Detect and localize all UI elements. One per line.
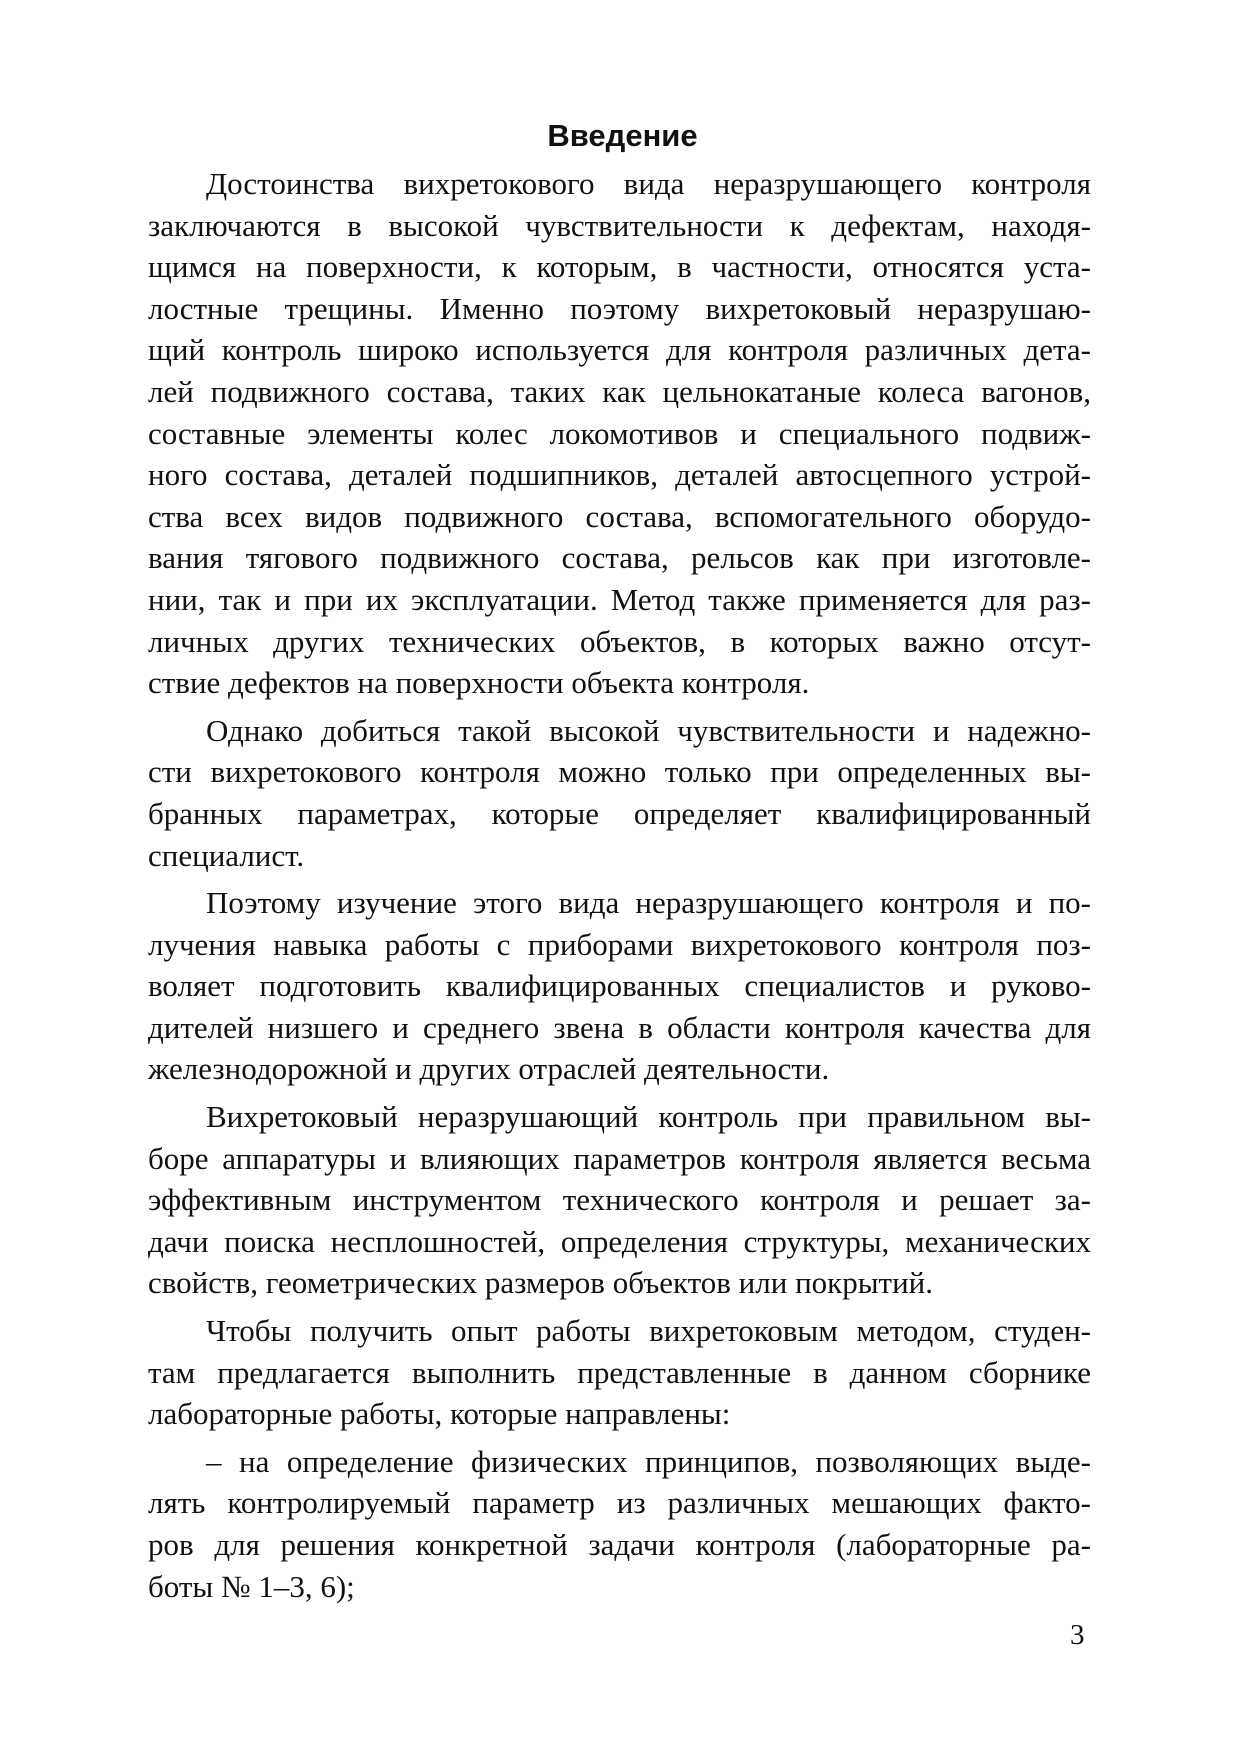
text-line: Вихретоковый неразрушающий контроль при правильном вы-: [206, 1099, 1091, 1135]
text-line: лучения навыка работы с приборами вихретокового контроля поз-: [148, 926, 1091, 962]
text-line: – на определение физических принципов, позволяющих выде-: [206, 1443, 1091, 1479]
text-line: боре аппаратуры и влияющих параметров контроля является весьма: [148, 1140, 1091, 1176]
text-line: лять контролируемый параметр из различных мешающих факто-: [148, 1485, 1091, 1521]
paragraph: [148, 1310, 1091, 1435]
text-line: дачи поиска несплошностей, определения структуры, механических: [148, 1223, 1091, 1259]
text-line: воляет подготовить квалифицированных специалистов и руково-: [148, 968, 1091, 1004]
paragraph: [148, 882, 1091, 1090]
text-line: лостные трещины. Именно поэтому вихретоковый неразрушаю-: [148, 290, 1091, 326]
text-line: нии, так и при их эксплуатации. Метод также применяется для раз-: [148, 581, 1091, 617]
section-title: Введение: [547, 118, 698, 153]
text-line: щий контроль широко используется для контроля различных дета-: [148, 332, 1091, 368]
text-line: сти вихретокового контроля можно только при определенных вы-: [148, 754, 1091, 790]
text-line: там предлагается выполнить представленные в данном сборнике: [148, 1354, 1091, 1390]
paragraph: [148, 1096, 1091, 1304]
text-line: личных других технических объектов, в которых важно отсут-: [148, 623, 1091, 659]
text-line: составные элементы колес локомотивов и специального подвиж-: [148, 415, 1091, 451]
text-line: Достоинства вихретокового вида неразрушающего контроля: [206, 166, 1091, 201]
paragraphs-container: [148, 163, 1091, 1607]
paragraph: [148, 710, 1091, 876]
paragraph: [148, 163, 1091, 704]
text-line: Поэтому изучение этого вида неразрушающего контроля и по-: [206, 885, 1091, 921]
text-line: лабораторные работы, которые направлены:: [148, 1396, 731, 1432]
text-line: ного состава, деталей подшипников, деталей автосцепного устрой-: [148, 457, 1091, 493]
text-line: лей подвижного состава, таких как цельнокатаные колеса вагонов,: [148, 373, 1091, 409]
text-line: специалист.: [148, 837, 305, 873]
page-number: 3: [1070, 1619, 1085, 1651]
text-line: щимся на поверхности, к которым, в частности, относятся уста-: [148, 249, 1091, 285]
text-line: вания тягового подвижного состава, рельсов как при изготовле-: [148, 540, 1091, 576]
text-line: заключаются в высокой чувствительности к дефектам, находя-: [148, 207, 1091, 243]
text-line: железнодорожной и других отраслей деятельности.: [148, 1051, 830, 1087]
text-line: свойств, геометрических размеров объектов или покрытий.: [148, 1265, 934, 1301]
text-line: бранных параметрах, которые определяет квалифицированный: [148, 795, 1091, 831]
text-line: ствие дефектов на поверхности объекта контроля.: [148, 665, 810, 701]
text-line: ров для решения конкретной задачи контроля (лабораторные ра-: [148, 1527, 1091, 1562]
text-line: дителей низшего и среднего звена в области контроля качества для: [148, 1009, 1091, 1045]
page-body: [148, 110, 1091, 1607]
text-line: Однако добиться такой высокой чувствительности и надежно-: [206, 712, 1091, 748]
text-line: ства всех видов подвижного состава, вспомогательного оборудо-: [148, 498, 1091, 534]
text-line: эффективным инструментом технического контроля и решает за-: [148, 1182, 1091, 1218]
paragraph: [148, 1441, 1091, 1607]
text-line: боты № 1–3, 6);: [148, 1568, 355, 1604]
text-line: Чтобы получить опыт работы вихретоковым методом, студен-: [206, 1313, 1091, 1349]
